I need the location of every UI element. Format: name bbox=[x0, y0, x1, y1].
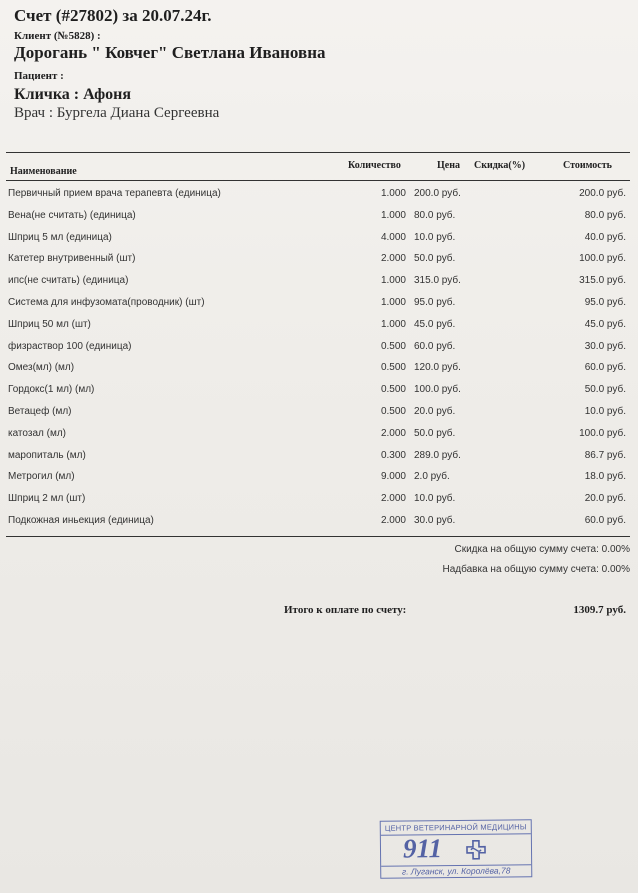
column-header-qty: Количество bbox=[348, 160, 401, 171]
item-qty: 2.000 bbox=[380, 253, 406, 265]
table-row bbox=[0, 210, 638, 231]
item-qty: 2.000 bbox=[380, 493, 406, 505]
item-qty: 0.500 bbox=[380, 384, 406, 396]
item-name: Ветацеф (мл) bbox=[8, 406, 72, 417]
item-name: Омез(мл) (мл) bbox=[8, 362, 75, 374]
table-top-rule bbox=[6, 152, 630, 153]
table-row bbox=[0, 515, 638, 536]
stamp-org: ЦЕНТР ВЕТЕРИНАРНОЙ МЕДИЦИНЫ bbox=[381, 822, 531, 836]
table-row bbox=[0, 253, 638, 274]
item-cost: 20.0 руб. bbox=[584, 493, 626, 505]
table-header-rule bbox=[6, 180, 630, 181]
item-qty: 0.500 bbox=[380, 406, 406, 417]
item-cost: 45.0 руб. bbox=[584, 318, 626, 330]
item-name: ипс(не считать) (единица) bbox=[8, 275, 129, 287]
item-price: 315.0 руб. bbox=[414, 275, 461, 287]
patient-label: Пациент : bbox=[14, 70, 64, 82]
item-qty: 4.000 bbox=[380, 231, 406, 243]
item-qty: 2.000 bbox=[380, 515, 406, 526]
item-name: Шприц 5 мл (единица) bbox=[8, 231, 112, 243]
total-label: Итого к оплате по счету: bbox=[284, 604, 407, 616]
table-row bbox=[0, 188, 638, 209]
item-qty: 1.000 bbox=[380, 318, 406, 330]
item-cost: 50.0 руб. bbox=[584, 384, 626, 396]
table-row bbox=[0, 428, 638, 449]
item-cost: 80.0 руб. bbox=[584, 209, 626, 221]
item-name: физраствор 100 (единица) bbox=[8, 340, 132, 352]
total-value: 1309.7 руб. bbox=[573, 604, 626, 616]
item-qty: 2.000 bbox=[380, 427, 406, 439]
item-qty: 9.000 bbox=[380, 471, 406, 483]
total-markup: Надбавка на общую сумму счета: 0.00% bbox=[442, 564, 630, 575]
item-qty: 1.000 bbox=[380, 297, 406, 308]
item-price: 50.0 руб. bbox=[414, 427, 456, 439]
item-name: Вена(не считать) (единица) bbox=[8, 209, 136, 221]
item-qty: 1.000 bbox=[380, 188, 406, 199]
item-name: Подкожная иньекция (единица) bbox=[8, 515, 154, 526]
total-discount: Скидка на общую сумму счета: 0.00% bbox=[454, 544, 630, 555]
column-header-name: Наименование bbox=[10, 166, 77, 177]
item-qty: 0.300 bbox=[380, 449, 406, 461]
item-cost: 86.7 руб. bbox=[584, 449, 626, 461]
item-name: Первичный прием врача терапевта (единица) bbox=[8, 188, 221, 199]
doctor-name: Врач : Бургела Диана Сергеевна bbox=[14, 105, 220, 121]
item-qty: 0.500 bbox=[380, 340, 406, 352]
table-row bbox=[0, 471, 638, 492]
item-cost: 315.0 руб. bbox=[579, 275, 626, 287]
item-qty: 1.000 bbox=[380, 209, 406, 221]
table-row bbox=[0, 362, 638, 383]
stamp-address: г. Луганск, ул. Королёва,78 bbox=[381, 864, 531, 877]
item-price: 289.0 руб. bbox=[414, 449, 461, 461]
table-row bbox=[0, 319, 638, 340]
client-label: Клиент (№5828) : bbox=[14, 30, 101, 42]
item-cost: 18.0 руб. bbox=[584, 471, 626, 483]
item-price: 10.0 руб. bbox=[414, 493, 456, 505]
item-name: катозал (мл) bbox=[8, 427, 66, 439]
item-price: 100.0 руб. bbox=[414, 384, 461, 396]
item-cost: 60.0 руб. bbox=[584, 515, 626, 526]
client-name: Дорогань " Ковчег" Светлана Ивановна bbox=[14, 43, 326, 62]
item-price: 2.0 руб. bbox=[414, 471, 450, 483]
pet-name: Кличка : Афоня bbox=[14, 86, 132, 103]
item-cost: 100.0 руб. bbox=[579, 253, 626, 265]
item-price: 50.0 руб. bbox=[414, 253, 456, 265]
table-row bbox=[0, 493, 638, 514]
item-qty: 0.500 bbox=[380, 362, 406, 374]
item-name: маропиталь (мл) bbox=[8, 449, 86, 461]
item-name: Метрогил (мл) bbox=[8, 471, 75, 483]
item-cost: 60.0 руб. bbox=[584, 362, 626, 374]
table-row bbox=[0, 232, 638, 253]
item-price: 45.0 руб. bbox=[414, 318, 456, 330]
item-price: 200.0 руб. bbox=[414, 188, 461, 199]
item-price: 120.0 руб. bbox=[414, 362, 461, 374]
stamp-number: 911 bbox=[402, 833, 443, 864]
item-qty: 1.000 bbox=[380, 275, 406, 287]
item-cost: 30.0 руб. bbox=[584, 340, 626, 352]
item-price: 80.0 руб. bbox=[414, 209, 456, 221]
item-price: 30.0 руб. bbox=[414, 515, 456, 526]
item-name: Шприц 50 мл (шт) bbox=[8, 318, 91, 330]
clinic-stamp bbox=[380, 819, 533, 879]
item-price: 60.0 руб. bbox=[414, 340, 456, 352]
item-cost: 200.0 руб. bbox=[579, 188, 626, 199]
item-price: 95.0 руб. bbox=[414, 297, 456, 308]
item-price: 10.0 руб. bbox=[414, 231, 456, 243]
item-cost: 10.0 руб. bbox=[584, 406, 626, 417]
item-cost: 95.0 руб. bbox=[584, 297, 626, 308]
table-row bbox=[0, 275, 638, 296]
table-row bbox=[0, 406, 638, 427]
column-header-cost: Стоимость bbox=[563, 160, 612, 171]
item-name: Гордокс(1 мл) (мл) bbox=[8, 384, 95, 396]
column-header-price: Цена bbox=[437, 160, 460, 171]
medical-cross-icon bbox=[465, 839, 487, 861]
table-row bbox=[0, 341, 638, 362]
item-cost: 100.0 руб. bbox=[579, 427, 626, 439]
invoice-title: Счет (#27802) за 20.07.24г. bbox=[14, 6, 212, 25]
table-row bbox=[0, 297, 638, 318]
table-bottom-rule bbox=[6, 536, 630, 537]
table-row bbox=[0, 450, 638, 471]
item-name: Шприц 2 мл (шт) bbox=[8, 493, 86, 505]
item-cost: 40.0 руб. bbox=[584, 231, 626, 243]
item-name: Система для инфузомата(проводник) (шт) bbox=[8, 297, 205, 308]
item-name: Катетер внутривенный (шт) bbox=[8, 253, 136, 265]
column-header-discount: Скидка(%) bbox=[474, 160, 526, 171]
table-row bbox=[0, 384, 638, 405]
item-price: 20.0 руб. bbox=[414, 406, 456, 417]
